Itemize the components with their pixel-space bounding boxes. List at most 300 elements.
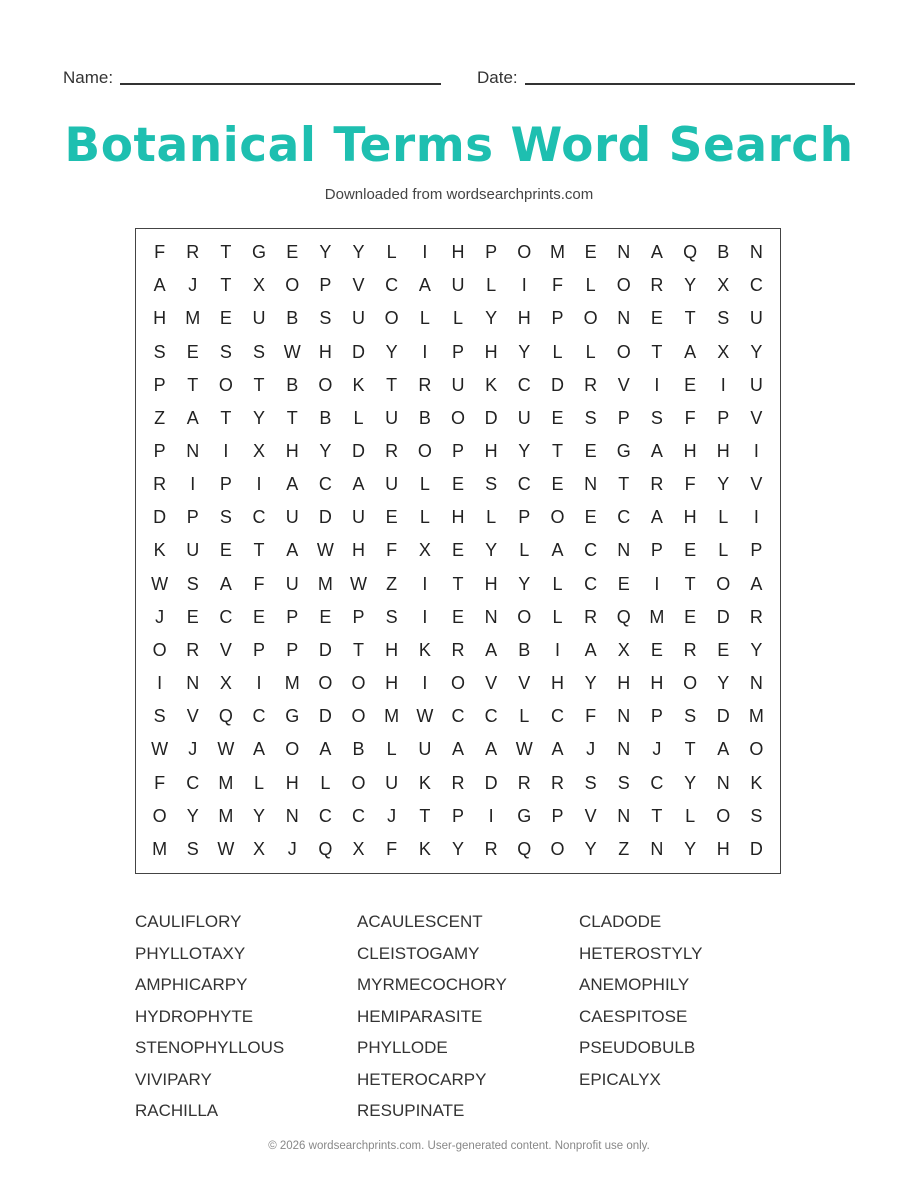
grid-letter[interactable]: S: [650, 407, 663, 428]
grid-letter[interactable]: I: [422, 606, 428, 627]
grid-letter[interactable]: Y: [253, 407, 266, 428]
grid-letter[interactable]: M: [284, 673, 300, 694]
grid-letter[interactable]: E: [319, 606, 332, 627]
grid-letter[interactable]: M: [218, 805, 234, 826]
grid-letter[interactable]: P: [451, 805, 464, 826]
grid-letter[interactable]: C: [617, 507, 631, 528]
grid-letter[interactable]: P: [286, 606, 299, 627]
grid-letter[interactable]: X: [717, 341, 730, 362]
grid-letter[interactable]: R: [584, 606, 598, 627]
grid-letter[interactable]: A: [286, 474, 299, 495]
grid-letter[interactable]: L: [718, 507, 729, 528]
grid-letter[interactable]: A: [485, 639, 498, 660]
grid-letter[interactable]: O: [351, 706, 366, 727]
grid-letter[interactable]: P: [352, 606, 365, 627]
grid-letter[interactable]: E: [186, 606, 199, 627]
grid-letter[interactable]: M: [748, 706, 764, 727]
grid-letter[interactable]: A: [551, 540, 564, 561]
grid-letter[interactable]: H: [484, 441, 498, 462]
grid-letter[interactable]: M: [185, 308, 201, 329]
grid-letter[interactable]: I: [422, 673, 428, 694]
grid-letter[interactable]: A: [319, 739, 332, 760]
grid-letter[interactable]: P: [451, 341, 464, 362]
grid-letter[interactable]: N: [484, 606, 498, 627]
grid-letter[interactable]: L: [718, 540, 729, 561]
grid-letter[interactable]: B: [518, 639, 531, 660]
grid-letter[interactable]: Y: [518, 441, 531, 462]
grid-letter[interactable]: O: [550, 507, 565, 528]
grid-letter[interactable]: A: [485, 739, 498, 760]
grid-letter[interactable]: E: [219, 308, 232, 329]
grid-letter[interactable]: J: [586, 739, 596, 760]
grid-letter[interactable]: U: [252, 308, 266, 329]
grid-letter[interactable]: N: [617, 540, 631, 561]
grid-letter[interactable]: W: [350, 573, 368, 594]
grid-letter[interactable]: L: [386, 242, 397, 263]
grid-letter[interactable]: A: [717, 739, 730, 760]
grid-letter[interactable]: B: [352, 739, 365, 760]
grid-letter[interactable]: E: [451, 474, 464, 495]
grid-letter[interactable]: S: [319, 308, 332, 329]
grid-letter[interactable]: N: [617, 739, 631, 760]
grid-letter[interactable]: D: [352, 441, 366, 462]
grid-letter[interactable]: S: [253, 341, 266, 362]
grid-letter[interactable]: L: [254, 772, 265, 793]
grid-letter[interactable]: P: [253, 639, 266, 660]
grid-letter[interactable]: L: [519, 706, 530, 727]
grid-letter[interactable]: E: [551, 474, 564, 495]
grid-letter[interactable]: L: [486, 275, 497, 296]
grid-letter[interactable]: D: [716, 606, 730, 627]
grid-letter[interactable]: N: [650, 838, 664, 859]
grid-letter[interactable]: C: [252, 706, 266, 727]
grid-letter[interactable]: L: [552, 606, 563, 627]
grid-letter[interactable]: H: [683, 441, 697, 462]
grid-letter[interactable]: R: [650, 474, 664, 495]
grid-letter[interactable]: O: [616, 275, 631, 296]
grid-letter[interactable]: A: [650, 242, 663, 263]
grid-letter[interactable]: J: [188, 739, 198, 760]
grid-letter[interactable]: H: [484, 341, 498, 362]
grid-letter[interactable]: Y: [717, 673, 730, 694]
grid-letter[interactable]: P: [286, 639, 299, 660]
grid-letter[interactable]: S: [186, 573, 199, 594]
grid-letter[interactable]: O: [716, 805, 731, 826]
grid-letter[interactable]: O: [351, 673, 366, 694]
grid-letter[interactable]: W: [416, 706, 434, 727]
grid-letter[interactable]: P: [750, 540, 763, 561]
grid-letter[interactable]: P: [717, 407, 730, 428]
grid-letter[interactable]: K: [352, 374, 365, 395]
grid-letter[interactable]: A: [253, 739, 266, 760]
grid-letter[interactable]: L: [585, 341, 596, 362]
grid-letter[interactable]: D: [484, 772, 498, 793]
grid-letter[interactable]: E: [584, 242, 597, 263]
grid-letter[interactable]: T: [386, 374, 398, 395]
grid-letter[interactable]: V: [750, 474, 763, 495]
grid-letter[interactable]: Y: [319, 441, 332, 462]
grid-letter[interactable]: X: [219, 673, 232, 694]
grid-letter[interactable]: L: [419, 474, 430, 495]
grid-letter[interactable]: G: [616, 441, 631, 462]
grid-letter[interactable]: H: [550, 673, 564, 694]
grid-letter[interactable]: U: [352, 308, 366, 329]
grid-letter[interactable]: T: [253, 540, 265, 561]
grid-letter[interactable]: X: [352, 838, 365, 859]
grid-letter[interactable]: T: [220, 407, 232, 428]
grid-letter[interactable]: I: [190, 474, 196, 495]
grid-letter[interactable]: H: [683, 507, 697, 528]
grid-letter[interactable]: Q: [218, 706, 233, 727]
grid-letter[interactable]: C: [484, 706, 498, 727]
grid-letter[interactable]: Y: [584, 673, 597, 694]
grid-letter[interactable]: C: [219, 606, 233, 627]
grid-letter[interactable]: Q: [683, 242, 698, 263]
grid-letter[interactable]: H: [650, 673, 664, 694]
grid-letter[interactable]: C: [650, 772, 664, 793]
grid-letter[interactable]: V: [352, 275, 365, 296]
grid-letter[interactable]: H: [285, 772, 299, 793]
grid-letter[interactable]: H: [617, 673, 631, 694]
grid-letter[interactable]: I: [422, 242, 428, 263]
grid-letter[interactable]: D: [318, 706, 332, 727]
grid-letter[interactable]: A: [186, 407, 199, 428]
grid-letter[interactable]: J: [652, 739, 662, 760]
grid-letter[interactable]: T: [651, 341, 663, 362]
grid-letter[interactable]: T: [286, 407, 298, 428]
grid-letter[interactable]: Z: [154, 407, 166, 428]
grid-letter[interactable]: U: [749, 374, 763, 395]
grid-letter[interactable]: A: [551, 739, 564, 760]
grid-letter[interactable]: K: [750, 772, 763, 793]
grid-letter[interactable]: U: [451, 275, 465, 296]
grid-letter[interactable]: R: [186, 242, 200, 263]
grid-letter[interactable]: X: [253, 441, 266, 462]
grid-letter[interactable]: N: [186, 673, 200, 694]
grid-letter[interactable]: Y: [385, 341, 398, 362]
grid-letter[interactable]: V: [186, 706, 199, 727]
grid-letter[interactable]: W: [316, 540, 334, 561]
grid-letter[interactable]: O: [351, 772, 366, 793]
grid-letter[interactable]: N: [617, 706, 631, 727]
grid-letter[interactable]: N: [584, 474, 598, 495]
grid-letter[interactable]: L: [519, 540, 530, 561]
grid-letter[interactable]: P: [485, 242, 498, 263]
grid-letter[interactable]: U: [418, 739, 432, 760]
grid-letter[interactable]: O: [285, 275, 300, 296]
grid-letter[interactable]: R: [749, 606, 763, 627]
grid-letter[interactable]: T: [684, 739, 696, 760]
grid-letter[interactable]: H: [517, 308, 531, 329]
grid-letter[interactable]: T: [353, 639, 365, 660]
grid-letter[interactable]: L: [452, 308, 463, 329]
grid-letter[interactable]: E: [219, 540, 232, 561]
grid-letter[interactable]: R: [153, 474, 167, 495]
grid-letter[interactable]: H: [153, 308, 167, 329]
grid-letter[interactable]: L: [486, 507, 497, 528]
grid-letter[interactable]: F: [585, 706, 597, 727]
grid-letter[interactable]: E: [717, 639, 730, 660]
grid-letter[interactable]: F: [253, 573, 265, 594]
grid-letter[interactable]: E: [186, 341, 199, 362]
grid-letter[interactable]: N: [285, 805, 299, 826]
grid-letter[interactable]: A: [352, 474, 365, 495]
grid-letter[interactable]: H: [484, 573, 498, 594]
grid-letter[interactable]: X: [617, 639, 630, 660]
grid-letter[interactable]: A: [584, 639, 597, 660]
grid-letter[interactable]: T: [684, 573, 696, 594]
grid-letter[interactable]: B: [717, 242, 730, 263]
grid-letter[interactable]: Y: [485, 308, 498, 329]
grid-letter[interactable]: C: [451, 706, 465, 727]
grid-letter[interactable]: K: [418, 772, 431, 793]
grid-letter[interactable]: K: [153, 540, 166, 561]
grid-letter[interactable]: L: [552, 573, 563, 594]
grid-letter[interactable]: O: [583, 308, 598, 329]
grid-letter[interactable]: R: [550, 772, 564, 793]
grid-letter[interactable]: S: [717, 308, 730, 329]
grid-letter[interactable]: C: [385, 275, 399, 296]
grid-letter[interactable]: C: [550, 706, 564, 727]
grid-letter[interactable]: V: [617, 374, 630, 395]
grid-letter[interactable]: W: [283, 341, 301, 362]
grid-letter[interactable]: T: [419, 805, 431, 826]
grid-letter[interactable]: M: [649, 606, 665, 627]
grid-letter[interactable]: K: [418, 838, 431, 859]
grid-letter[interactable]: P: [617, 407, 630, 428]
grid-letter[interactable]: A: [750, 573, 763, 594]
grid-letter[interactable]: I: [256, 673, 262, 694]
grid-letter[interactable]: H: [385, 673, 399, 694]
grid-letter[interactable]: M: [384, 706, 400, 727]
grid-letter[interactable]: U: [451, 374, 465, 395]
grid-letter[interactable]: V: [584, 805, 597, 826]
grid-letter[interactable]: D: [484, 407, 498, 428]
grid-letter[interactable]: O: [152, 639, 167, 660]
grid-letter[interactable]: X: [253, 838, 266, 859]
grid-letter[interactable]: X: [418, 540, 431, 561]
grid-letter[interactable]: S: [153, 706, 166, 727]
grid-letter[interactable]: H: [385, 639, 399, 660]
grid-letter[interactable]: C: [584, 573, 598, 594]
grid-letter[interactable]: T: [651, 805, 663, 826]
grid-letter[interactable]: V: [518, 673, 531, 694]
grid-letter[interactable]: I: [157, 673, 163, 694]
grid-letter[interactable]: N: [749, 242, 763, 263]
grid-letter[interactable]: A: [650, 507, 663, 528]
grid-letter[interactable]: D: [153, 507, 167, 528]
grid-letter[interactable]: Y: [518, 341, 531, 362]
grid-letter[interactable]: L: [585, 275, 596, 296]
grid-letter[interactable]: O: [550, 838, 565, 859]
grid-letter[interactable]: M: [152, 838, 168, 859]
grid-letter[interactable]: G: [285, 706, 300, 727]
grid-letter[interactable]: F: [551, 275, 563, 296]
grid-letter[interactable]: U: [385, 407, 399, 428]
grid-letter[interactable]: R: [584, 374, 598, 395]
grid-letter[interactable]: P: [551, 805, 564, 826]
grid-letter[interactable]: P: [219, 474, 232, 495]
grid-letter[interactable]: O: [517, 242, 532, 263]
grid-letter[interactable]: M: [317, 573, 333, 594]
grid-letter[interactable]: I: [521, 275, 527, 296]
grid-letter[interactable]: O: [749, 739, 764, 760]
grid-letter[interactable]: W: [217, 838, 235, 859]
grid-letter[interactable]: F: [684, 474, 696, 495]
grid-letter[interactable]: E: [451, 606, 464, 627]
grid-letter[interactable]: L: [353, 407, 364, 428]
grid-letter[interactable]: I: [654, 374, 660, 395]
grid-letter[interactable]: V: [485, 673, 498, 694]
grid-letter[interactable]: Y: [352, 242, 365, 263]
grid-letter[interactable]: U: [749, 308, 763, 329]
grid-letter[interactable]: C: [186, 772, 200, 793]
grid-letter[interactable]: D: [318, 639, 332, 660]
grid-letter[interactable]: C: [517, 474, 531, 495]
grid-letter[interactable]: V: [750, 407, 763, 428]
grid-letter[interactable]: K: [485, 374, 498, 395]
grid-letter[interactable]: O: [683, 673, 698, 694]
grid-letter[interactable]: T: [187, 374, 199, 395]
grid-letter[interactable]: P: [518, 507, 531, 528]
grid-letter[interactable]: W: [151, 573, 169, 594]
grid-letter[interactable]: F: [684, 407, 696, 428]
grid-letter[interactable]: Y: [485, 540, 498, 561]
grid-letter[interactable]: F: [386, 838, 398, 859]
grid-letter[interactable]: L: [552, 341, 563, 362]
grid-letter[interactable]: H: [451, 507, 465, 528]
grid-letter[interactable]: I: [554, 639, 560, 660]
grid-letter[interactable]: C: [517, 374, 531, 395]
grid-letter[interactable]: R: [517, 772, 531, 793]
grid-letter[interactable]: S: [385, 606, 398, 627]
grid-letter[interactable]: T: [452, 573, 464, 594]
grid-letter[interactable]: Y: [584, 838, 597, 859]
grid-letter[interactable]: A: [684, 341, 697, 362]
grid-letter[interactable]: G: [517, 805, 532, 826]
grid-letter[interactable]: S: [219, 341, 232, 362]
grid-letter[interactable]: T: [220, 242, 232, 263]
grid-letter[interactable]: O: [318, 673, 333, 694]
grid-letter[interactable]: E: [584, 507, 597, 528]
grid-letter[interactable]: O: [450, 407, 465, 428]
grid-letter[interactable]: A: [650, 441, 663, 462]
grid-letter[interactable]: R: [484, 838, 498, 859]
grid-letter[interactable]: U: [385, 474, 399, 495]
grid-letter[interactable]: E: [286, 242, 299, 263]
grid-letter[interactable]: V: [219, 639, 232, 660]
grid-letter[interactable]: Y: [319, 242, 332, 263]
grid-letter[interactable]: Y: [451, 838, 464, 859]
grid-letter[interactable]: Y: [684, 772, 697, 793]
grid-letter[interactable]: C: [318, 474, 332, 495]
grid-letter[interactable]: H: [716, 441, 730, 462]
grid-letter[interactable]: A: [451, 739, 464, 760]
grid-letter[interactable]: N: [749, 673, 763, 694]
grid-letter[interactable]: I: [720, 374, 726, 395]
grid-letter[interactable]: N: [617, 242, 631, 263]
grid-letter[interactable]: H: [352, 540, 366, 561]
grid-letter[interactable]: I: [422, 341, 428, 362]
grid-letter[interactable]: I: [654, 573, 660, 594]
grid-letter[interactable]: J: [287, 838, 297, 859]
grid-letter[interactable]: N: [716, 772, 730, 793]
grid-letter[interactable]: Z: [386, 573, 398, 594]
grid-letter[interactable]: I: [422, 573, 428, 594]
grid-letter[interactable]: R: [650, 275, 664, 296]
grid-letter[interactable]: H: [318, 341, 332, 362]
grid-letter[interactable]: F: [386, 540, 398, 561]
grid-letter[interactable]: Y: [186, 805, 199, 826]
grid-letter[interactable]: C: [352, 805, 366, 826]
grid-letter[interactable]: T: [220, 275, 232, 296]
grid-letter[interactable]: I: [753, 441, 759, 462]
grid-letter[interactable]: R: [186, 639, 200, 660]
grid-letter[interactable]: M: [549, 242, 565, 263]
grid-letter[interactable]: E: [551, 407, 564, 428]
grid-letter[interactable]: U: [352, 507, 366, 528]
grid-letter[interactable]: J: [155, 606, 165, 627]
grid-letter[interactable]: P: [153, 374, 166, 395]
grid-letter[interactable]: S: [750, 805, 763, 826]
grid-letter[interactable]: O: [450, 673, 465, 694]
grid-letter[interactable]: S: [584, 407, 597, 428]
grid-letter[interactable]: W: [515, 739, 533, 760]
grid-letter[interactable]: U: [517, 407, 531, 428]
grid-letter[interactable]: P: [153, 441, 166, 462]
grid-letter[interactable]: L: [320, 772, 331, 793]
grid-letter[interactable]: S: [186, 838, 199, 859]
grid-letter[interactable]: T: [618, 474, 630, 495]
grid-letter[interactable]: R: [385, 441, 399, 462]
grid-letter[interactable]: P: [650, 706, 663, 727]
grid-letter[interactable]: I: [753, 507, 759, 528]
grid-letter[interactable]: P: [319, 275, 332, 296]
grid-letter[interactable]: O: [285, 739, 300, 760]
grid-letter[interactable]: B: [286, 308, 299, 329]
grid-letter[interactable]: E: [684, 606, 697, 627]
grid-letter[interactable]: F: [154, 242, 166, 263]
grid-letter[interactable]: E: [650, 308, 663, 329]
grid-letter[interactable]: R: [683, 639, 697, 660]
grid-letter[interactable]: K: [418, 639, 431, 660]
grid-letter[interactable]: Y: [750, 639, 763, 660]
grid-letter[interactable]: O: [517, 606, 532, 627]
grid-letter[interactable]: T: [253, 374, 265, 395]
grid-letter[interactable]: X: [253, 275, 266, 296]
grid-letter[interactable]: A: [153, 275, 166, 296]
grid-letter[interactable]: A: [219, 573, 232, 594]
grid-letter[interactable]: Y: [750, 341, 763, 362]
grid-letter[interactable]: P: [650, 540, 663, 561]
grid-letter[interactable]: U: [285, 507, 299, 528]
grid-letter[interactable]: W: [217, 739, 235, 760]
grid-letter[interactable]: L: [386, 739, 397, 760]
grid-letter[interactable]: M: [218, 772, 234, 793]
grid-letter[interactable]: L: [685, 805, 696, 826]
grid-letter[interactable]: S: [584, 772, 597, 793]
grid-letter[interactable]: S: [684, 706, 697, 727]
grid-letter[interactable]: N: [617, 308, 631, 329]
grid-letter[interactable]: Z: [618, 838, 630, 859]
grid-letter[interactable]: A: [418, 275, 431, 296]
grid-letter[interactable]: E: [684, 540, 697, 561]
grid-letter[interactable]: D: [550, 374, 564, 395]
grid-letter[interactable]: Q: [318, 838, 333, 859]
grid-letter[interactable]: I: [256, 474, 262, 495]
grid-letter[interactable]: R: [418, 374, 432, 395]
grid-letter[interactable]: L: [419, 507, 430, 528]
